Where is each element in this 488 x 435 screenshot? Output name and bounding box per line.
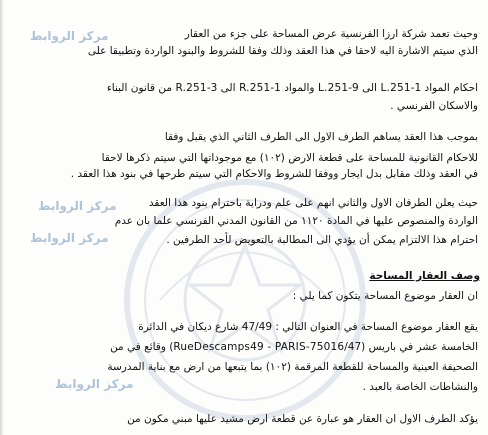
paragraph-line: بموجب هذا العقد يساهم الطرف الاول الى الطرف الثاني الذي يقبل وفقا <box>164 131 478 143</box>
brand-watermark: مركز الروابط <box>38 199 117 213</box>
paragraph-line: احكام المواد 1-L.251 الى 9-L.251 والمواد 1-R.251 الى 3-R.251 من قانون البناء <box>106 82 478 94</box>
paragraph-line: ان العقار موضوع المساحة يتكون كما يلي : <box>292 290 478 302</box>
paragraph-line: يؤكد الطرف الاول ان العقار هو عبارة عن قطعة ارض مشيد عليها مبني مكون من <box>127 413 478 425</box>
paragraph-line: احترام هذا الالتزام يمكن أن يؤدي الى المطالبة بالتعويض لأحد الطرفين . <box>166 234 478 246</box>
paragraph-line: يقع العقار موضوع المساحة في العنوان التالي : 47/49 شارع ديكان في الدائرة <box>138 321 478 333</box>
paragraph-line: والاسكان الفرنسي . <box>390 100 478 112</box>
section-heading: وصف العقار المساحة <box>369 270 480 282</box>
scan-edge-shadow <box>0 0 4 435</box>
paragraph-line: في العقد وذلك مقابل بدل ايجار ووفقا للشروط والاحكام التي سيتم طرحها في بنود هذا العقد . <box>70 168 478 180</box>
paragraph-line: الخامسة عشر في باريس (47/RueDescamps49 - PARIS-75016) وقائع في من <box>110 341 478 353</box>
paragraph-line: الصحيفة العينية والمساحة للقطعة المرقمة (١٠٢) بما يتبعها من ارض مع بناية المدرسة <box>107 361 478 373</box>
paragraph-line: وحيث تعمد شركة ارزا الفرنسية عرض المساحة على جزء من العقار <box>184 28 478 40</box>
paragraph-line: الذي سيتم الاشارة اليه لاحقا في هذا العقد وذلك وفقا للشروط والبنود الواردة وتطبيقا على <box>87 45 478 57</box>
paragraph-line: حيث يعلن الطرفان الاول والثاني انهم على علم ودراية باحترام بنود هذا العقد <box>148 197 478 209</box>
brand-watermark: مركز الروابط <box>55 377 134 391</box>
paragraph-line: الواردة والمنصوص عليها في المادة ١١٢٠ من القانون المدني الفرنسي علما بان عدم <box>114 215 478 227</box>
paragraph-line: للاحكام القانونية للمساحة على قطعة الارض (١٠٢) مع موجوداتها التي سيتم ذكرها لاحقا <box>101 152 478 164</box>
paragraph-line: والنشاطات الخاصة بالعبد . <box>362 381 478 393</box>
brand-watermark: مركز الروابط <box>30 231 109 245</box>
brand-watermark: مركز الروابط <box>30 29 109 43</box>
